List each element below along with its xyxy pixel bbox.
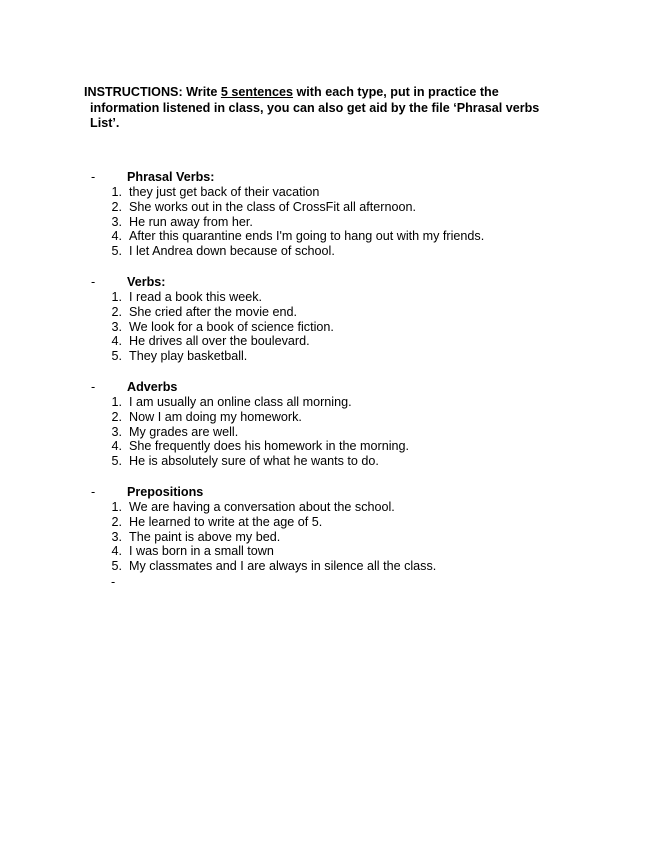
section-title: Prepositions bbox=[127, 485, 204, 499]
section-bullet: - bbox=[91, 170, 96, 184]
item-text: I let Andrea down because of school. bbox=[129, 244, 335, 259]
item-number: 1. bbox=[111, 395, 122, 409]
item-text: She works out in the class of CrossFit all afternoon. bbox=[129, 199, 416, 214]
item-number: 5. bbox=[111, 349, 122, 364]
item-text: He drives all over the boulevard. bbox=[129, 334, 310, 349]
item-text: They play basketball. bbox=[129, 349, 248, 364]
item-number: 2. bbox=[111, 514, 122, 529]
item-text: I am usually an online class all morning. bbox=[129, 395, 352, 409]
trailing-bullet: - bbox=[111, 575, 116, 589]
list-item bbox=[0, 515, 655, 530]
section-title: Phrasal Verbs: bbox=[127, 170, 215, 184]
item-text: We are having a conversation about the school. bbox=[129, 500, 395, 514]
section-heading bbox=[0, 380, 655, 395]
item-number: 5. bbox=[111, 454, 122, 469]
item-number: 4. bbox=[111, 544, 122, 559]
section-verbs bbox=[0, 275, 655, 364]
item-number: 1. bbox=[111, 290, 122, 304]
item-text: She frequently does his homework in the morning. bbox=[129, 439, 410, 454]
item-number: 3. bbox=[111, 529, 122, 544]
instructions-underlined: 5 sentences bbox=[220, 85, 294, 99]
list-item bbox=[0, 500, 655, 515]
item-number: 3. bbox=[111, 214, 122, 229]
item-text: Now I am doing my homework. bbox=[129, 409, 302, 424]
item-number: 5. bbox=[111, 244, 122, 259]
item-text: She cried after the movie end. bbox=[129, 304, 298, 319]
list-item bbox=[0, 439, 655, 454]
sentence-list bbox=[0, 395, 655, 469]
item-number: 1. bbox=[111, 500, 122, 514]
list-item bbox=[0, 425, 655, 440]
section-title: Adverbs bbox=[127, 380, 178, 394]
instructions-line1-rest: with each type, put in practice the bbox=[293, 85, 499, 99]
instructions-line-2: information listened in class, you can also get aid by the file ‘Phrasal verbs bbox=[90, 100, 540, 115]
item-number: 5. bbox=[111, 559, 122, 574]
list-item bbox=[0, 290, 655, 305]
item-number: 4. bbox=[111, 334, 122, 349]
list-item bbox=[0, 544, 655, 559]
section-heading bbox=[0, 170, 655, 185]
list-item bbox=[0, 244, 655, 259]
list-item bbox=[0, 215, 655, 230]
sentence-list bbox=[0, 290, 655, 364]
item-text: He is absolutely sure of what he wants to do. bbox=[129, 454, 379, 469]
instructions-prefix: INSTRUCTIONS: Write bbox=[84, 85, 221, 99]
item-text: My grades are well. bbox=[129, 424, 239, 439]
item-number: 2. bbox=[111, 409, 122, 424]
list-item bbox=[0, 559, 655, 574]
section-heading bbox=[0, 275, 655, 290]
item-number: 4. bbox=[111, 439, 122, 454]
instructions-line-3: List’. bbox=[90, 116, 120, 130]
list-item bbox=[0, 185, 655, 200]
list-item bbox=[0, 530, 655, 545]
section-heading bbox=[0, 485, 655, 500]
sentence-list bbox=[0, 185, 655, 259]
section-adverbs bbox=[0, 380, 655, 469]
list-item bbox=[0, 320, 655, 335]
section-bullet: - bbox=[91, 380, 96, 394]
list-item bbox=[0, 410, 655, 425]
item-text: I was born in a small town bbox=[129, 544, 274, 559]
list-item bbox=[0, 395, 655, 410]
list-item bbox=[0, 305, 655, 320]
item-text: My classmates and I are always in silence all the class. bbox=[129, 559, 437, 574]
item-text: He learned to write at the age of 5. bbox=[129, 514, 323, 529]
sentence-list bbox=[0, 500, 655, 574]
instructions-line-1 bbox=[84, 85, 574, 101]
list-item bbox=[0, 454, 655, 469]
list-item bbox=[0, 334, 655, 349]
list-item bbox=[0, 200, 655, 215]
item-number: 1. bbox=[111, 185, 122, 199]
item-text: The paint is above my bed. bbox=[129, 529, 281, 544]
item-text: they just get back of their vacation bbox=[129, 185, 320, 199]
list-item bbox=[0, 349, 655, 364]
section-prepositions bbox=[0, 485, 655, 574]
list-item bbox=[0, 229, 655, 244]
item-number: 2. bbox=[111, 199, 122, 214]
item-text: After this quarantine ends I'm going to hang out with my friends. bbox=[129, 229, 485, 244]
item-text: We look for a book of science fiction. bbox=[129, 319, 334, 334]
section-phrasal-verbs bbox=[0, 170, 655, 259]
item-number: 3. bbox=[111, 319, 122, 334]
instructions-paragraph bbox=[84, 85, 574, 132]
item-text: I read a book this week. bbox=[129, 290, 263, 304]
section-title: Verbs: bbox=[127, 275, 166, 289]
item-number: 2. bbox=[111, 304, 122, 319]
section-bullet: - bbox=[91, 275, 96, 289]
item-number: 4. bbox=[111, 229, 122, 244]
item-text: He run away from her. bbox=[129, 214, 253, 229]
item-number: 3. bbox=[111, 424, 122, 439]
section-bullet: - bbox=[91, 485, 96, 499]
